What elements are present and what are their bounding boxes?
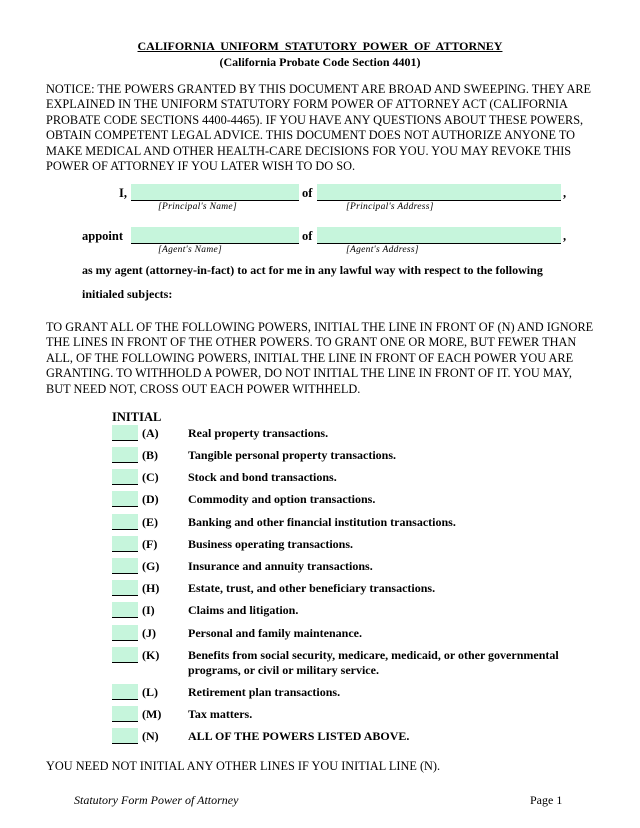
power-letter: (N)	[142, 729, 159, 743]
power-description: Banking and other financial institution transactions.	[188, 515, 456, 529]
power-row-h	[112, 580, 592, 602]
power-letter: (I)	[142, 603, 155, 617]
initial-field-a[interactable]	[112, 425, 138, 441]
power-row-i	[112, 602, 592, 624]
power-letter: (G)	[142, 559, 160, 573]
power-description: Commodity and option transactions.	[188, 492, 376, 506]
initial-field-i[interactable]	[112, 602, 138, 618]
power-description: ALL OF THE POWERS LISTED ABOVE.	[188, 729, 410, 743]
agent-trailing-comma: ,	[563, 229, 567, 243]
power-letter: (M)	[142, 707, 162, 721]
agent-appoint-label: appoint	[82, 229, 123, 243]
initial-field-d[interactable]	[112, 491, 138, 507]
power-row-m	[112, 706, 592, 728]
power-letter: (L)	[142, 685, 158, 699]
power-description: Estate, trust, and other beneficiary transactions.	[188, 581, 436, 595]
power-row-c	[112, 469, 592, 491]
power-row-f	[112, 536, 592, 558]
agent-name-field[interactable]	[131, 227, 299, 244]
power-row-g	[112, 558, 592, 580]
agent-address-caption: [Agent's Address]	[346, 245, 419, 255]
agent-address-field[interactable]	[317, 227, 561, 244]
initial-field-j[interactable]	[112, 625, 138, 641]
notice-paragraph: NOTICE: THE POWERS GRANTED BY THIS DOCUMENT ARE BROAD AND SWEEPING. THEY ARE EXPLAINED IN THE UNIFORM STATUTORY FORM POWER OF ATTORNEY ACT (CALIFORNIA PROBATE CODE SECTIONS 4400-4465). IF YOU HAVE ANY QUESTIONS ABOUT THESE POWERS, OBTAIN COMPETENT LEGAL ADVICE. THIS DOCUMENT DOES NOT AUTHORIZE ANYONE TO MAKE MEDICAL AND OTHER HEALTH-CARE DECISIONS FOR YOU. YOU MAY REVOKE THIS POWER OF ATTORNEY IF YOU LATER WISH TO DO SO.	[46, 82, 592, 174]
power-description: Retirement plan transactions.	[188, 685, 341, 699]
principal-name-caption: [Principal's Name]	[158, 202, 237, 212]
power-letter: (J)	[142, 626, 156, 640]
power-row-e	[112, 514, 592, 536]
initial-field-n[interactable]	[112, 728, 138, 744]
initial-field-f[interactable]	[112, 536, 138, 552]
principal-of-label: of	[302, 186, 313, 200]
power-description: Tangible personal property transactions.	[188, 448, 397, 462]
initial-field-l[interactable]	[112, 684, 138, 700]
power-letter: (H)	[142, 581, 160, 595]
initial-heading: INITIAL	[112, 410, 162, 424]
power-description: Business operating transactions.	[188, 537, 354, 551]
footer-page-number: Page 1	[530, 793, 563, 807]
power-description: Stock and bond transactions.	[188, 470, 337, 484]
power-row-l	[112, 684, 592, 706]
document-subtitle: (California Probate Code Section 4401)	[219, 55, 421, 69]
power-letter: (F)	[142, 537, 158, 551]
initial-field-m[interactable]	[112, 706, 138, 722]
initial-field-k[interactable]	[112, 647, 138, 663]
instructions-paragraph: TO GRANT ALL OF THE FOLLOWING POWERS, INITIAL THE LINE IN FRONT OF (N) AND IGNORE THE LINES IN FRONT OF THE OTHER POWERS. TO GRANT ONE OR MORE, BUT FEWER THAN ALL, OF THE FOLLOWING POWERS, INITIAL THE LINE IN FRONT OF EACH POWER YOU ARE GRANTING. TO WITHHOLD A POWER, DO NOT INITIAL THE LINE IN FRONT OF IT. YOU MAY, BUT NEED NOT, CROSS OUT EACH POWER WITHHELD.	[46, 320, 594, 396]
footer-form-name: Statutory Form Power of Attorney	[74, 793, 239, 807]
power-row-a	[112, 425, 592, 447]
initial-field-c[interactable]	[112, 469, 138, 485]
power-row-j	[112, 625, 592, 647]
power-description: Personal and family maintenance.	[188, 626, 362, 640]
principal-address-field[interactable]	[317, 184, 561, 201]
power-description: Claims and litigation.	[188, 603, 299, 617]
agent-of-label: of	[302, 229, 313, 243]
power-letter: (D)	[142, 492, 159, 506]
power-row-k	[112, 647, 592, 683]
closing-instruction: YOU NEED NOT INITIAL ANY OTHER LINES IF YOU INITIAL LINE (N).	[46, 759, 441, 773]
power-description: Insurance and annuity transactions.	[188, 559, 373, 573]
document-title: CALIFORNIA UNIFORM STATUTORY POWER OF ATTORNEY	[137, 39, 503, 53]
power-description: Real property transactions.	[188, 426, 329, 440]
power-letter: (C)	[142, 470, 159, 484]
principal-name-field[interactable]	[131, 184, 299, 201]
initial-field-e[interactable]	[112, 514, 138, 530]
power-letter: (B)	[142, 448, 158, 462]
power-row-d	[112, 491, 592, 513]
initial-field-g[interactable]	[112, 558, 138, 574]
power-letter: (K)	[142, 648, 160, 662]
principal-address-caption: [Principal's Address]	[346, 202, 434, 212]
initial-field-h[interactable]	[112, 580, 138, 596]
power-letter: (A)	[142, 426, 159, 440]
principal-trailing-comma: ,	[563, 186, 567, 200]
agent-clause-line2: initialed subjects:	[82, 287, 173, 301]
power-description: Benefits from social security, medicare, medicaid, or other governmental programs, or civil or military service.	[188, 648, 559, 677]
power-row-n	[112, 728, 592, 750]
power-row-b	[112, 447, 592, 469]
principal-i-label: I,	[119, 186, 127, 200]
initial-field-b[interactable]	[112, 447, 138, 463]
power-letter: (E)	[142, 515, 158, 529]
power-description: Tax matters.	[188, 707, 253, 721]
agent-clause-line1: as my agent (attorney-in-fact) to act for me in any lawful way with respect to the following	[82, 263, 543, 277]
agent-name-caption: [Agent's Name]	[158, 245, 223, 255]
